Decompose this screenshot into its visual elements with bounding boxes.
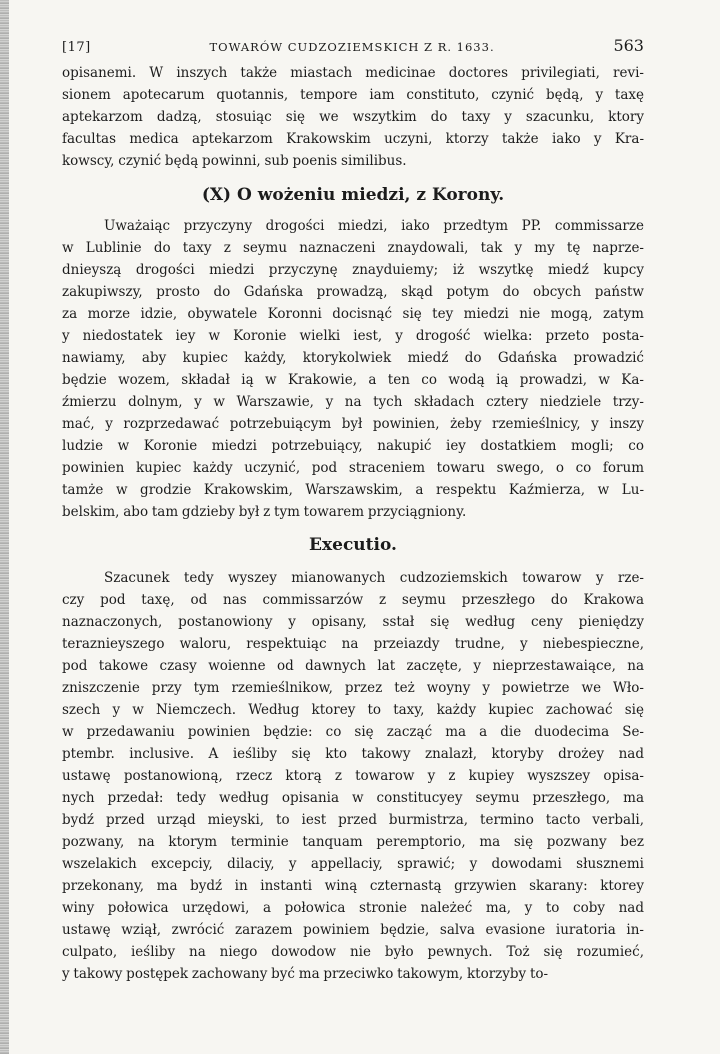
text-line: nawiamy, aby kupiec każdy, ktorykolwiek miedź do Gdańska prowadzić	[62, 350, 644, 366]
text-line: pod takowe czasy woienne od dawnych lat zaczęte, y nieprzestawaiące, na	[62, 658, 644, 674]
text-line: culpato, ieśliby na niego dowodow nie było pewnych. Toż się rozumieć,	[62, 944, 644, 960]
text-line: opisanemi. W inszych także miastach medicinae doctores privilegiati, revi-	[62, 65, 644, 81]
text-line: nych przedał: tedy według opisania w constitucyey seymu przeszłego, ma	[62, 790, 644, 806]
paragraph-3	[62, 567, 644, 985]
scan-binding-edge	[0, 0, 9, 1054]
text-line: teraznieyszego waloru, respektuiąc na przeiazdy trudne, y niebespieczne,	[62, 636, 644, 652]
text-line: za morze idzie, obywatele Koronni docisnąć się tey miedzi nie mogą, zatym	[62, 306, 644, 322]
section-heading-executio: Executio.	[309, 535, 397, 555]
paragraph-2	[62, 215, 644, 523]
text-line: tamże w grodzie Krakowskim, Warszawskim, a respektu Kaźmierza, w Lu-	[62, 482, 644, 498]
text-line: ustawę postanowioną, rzecz ktorą z towarow y z kupiey wyszszey opisa-	[62, 768, 644, 784]
paragraph-1	[62, 62, 644, 172]
text-line: mać, y rozprzedawać potrzebuiącym był powinien, żeby rzemieślnicy, y inszy	[62, 416, 644, 432]
text-line: Uważaiąc przyczyny drogości miedzi, iako przedtym PP. commissarze	[104, 218, 644, 234]
text-line: ustawę wziął, zwrócić zarazem powiniem będzie, salva evasione iuratoria in-	[62, 922, 644, 938]
text-line: będzie wozem, składał ią w Krakowie, a ten co wodą ią prowadzi, w Ka-	[62, 372, 644, 388]
text-line: zniszczenie przy tym rzemieślnikow, przez też woyny y powietrze we Wło-	[62, 680, 644, 696]
text-line: szech y w Niemczech. Według ktorey to taxy, każdy kupiec zachować się	[62, 702, 644, 718]
text-line: ptembr. inclusive. A ieśliby się kto takowy znalazł, ktoryby drożey nad	[62, 746, 644, 762]
text-line: powinien kupiec każdy uczynić, pod straceniem towaru swego, o co forum	[62, 460, 644, 476]
section-number: [17]	[62, 40, 91, 55]
text-line: w Lublinie do taxy z seymu naznaczeni znaydowali, tak y my tę naprze-	[62, 240, 644, 256]
text-line: ludzie w Koronie miedzi potrzebuiący, nakupić iey dostatkiem mogli; co	[62, 438, 644, 454]
text-line: dnieyszą drogości miedzi przyczynę znayduiemy; iż wszytkę miedź kupcy	[62, 262, 644, 278]
text-line: pozwany, na ktorym terminie tanquam peremptorio, ma się pozwany bez	[62, 834, 644, 850]
document-page	[62, 36, 644, 985]
text-line: y niedostatek iey w Koronie wielki iest, y drogość wielka: przeto posta-	[62, 328, 644, 344]
text-line: zakupiwszy, prosto do Gdańska prowadzą, skąd potym do obcych państw	[62, 284, 644, 300]
text-line: belskim, abo tam gdzieby był z tym towarem przyciągniony.	[62, 504, 467, 520]
text-line: przekonany, ma bydź in instanti winą czternastą grzywien skarany: ktorey	[62, 878, 644, 894]
text-line: Szacunek tedy wyszey mianowanych cudzoziemskich towarow y rze-	[104, 570, 644, 586]
page-number: 563	[613, 36, 644, 55]
text-line: czy pod taxę, od nas commissarzów z seymu przeszłego do Krakowa	[62, 592, 644, 608]
text-line: źmierzu dolnym, y w Warszawie, y na tych składach cztery niedziele trzy-	[62, 394, 644, 410]
running-title: TOWARÓW CUDZOZIEMSKICH Z R. 1633.	[209, 40, 495, 54]
text-line: kowscy, czynić będą powinni, sub poenis similibus.	[62, 153, 407, 169]
text-line: y takowy postępek zachowany być ma przeciwko takowym, ktorzyby to-	[62, 966, 549, 982]
text-line: naznaczonych, postanowiony y opisany, sstał się według ceny pieniędzy	[62, 614, 644, 630]
text-line: w przedawaniu powinien będzie: co się zacząć ma a die duodecima Se-	[62, 724, 644, 740]
text-line: aptekarzom dadzą, stosuiąc się we wszytkim do taxy y szacunku, ktory	[62, 109, 644, 125]
section-heading-x: (X) O wożeniu miedzi, z Korony.	[201, 185, 505, 205]
text-line: sionem apotecarum quotannis, tempore iam constituto, czynić będą, y taxę	[62, 87, 644, 103]
text-line: winy połowica urzędowi, a połowica stronie należeć ma, y to coby nad	[62, 900, 644, 916]
text-line: bydź przed urząd mieyski, to iest przed burmistrza, termino tacto verbali,	[62, 812, 644, 828]
text-line: wszelakich excepciy, dilaciy, y appellaciy, sprawić; y dowodami słusznemi	[62, 856, 644, 872]
text-line: facultas medica aptekarzom Krakowskim uczyni, ktorzy także iako y Kra-	[62, 131, 644, 147]
running-header	[62, 36, 644, 62]
